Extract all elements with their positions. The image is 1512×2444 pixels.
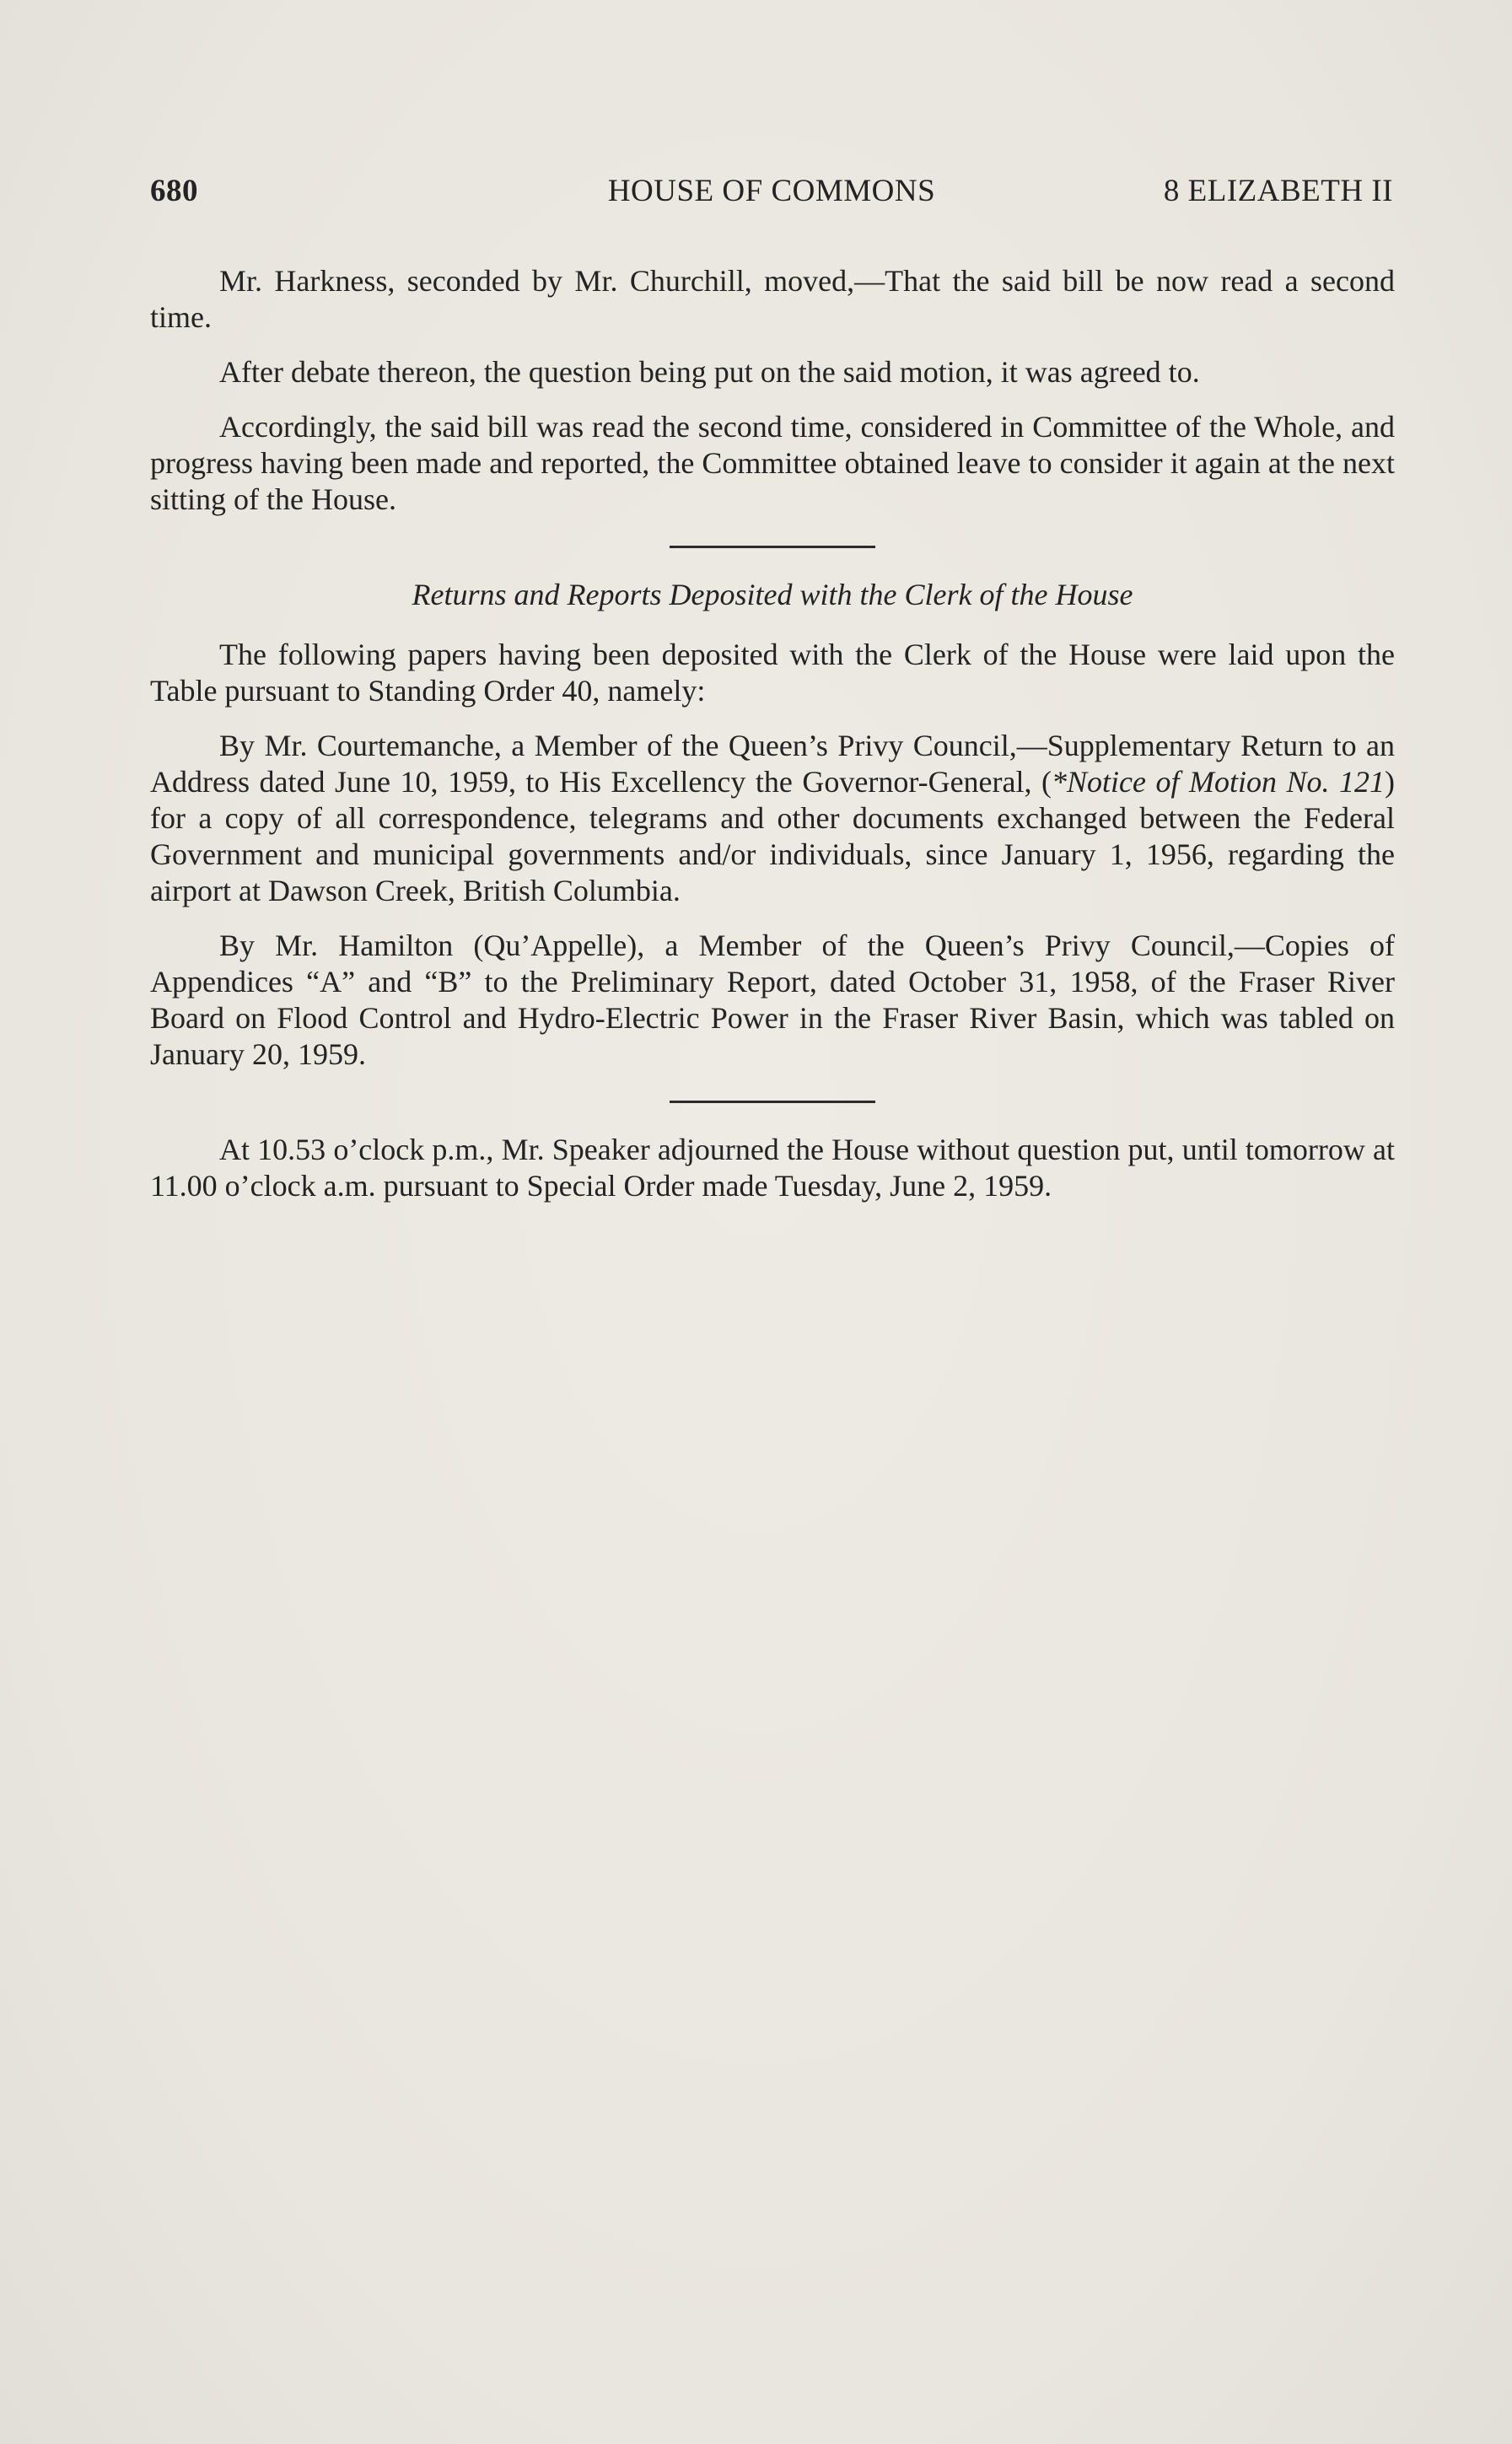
paragraph-hamilton-appendices: By Mr. Hamilton (Qu’Appelle), a Member of the Queen’s Privy Council,—Copies of Appendices “A” and “B” to the Preliminary Report, dated October 31, 1958, of the Fraser River Board on Flood Control and Hydro-Electric Power in the Fraser River Basin, which was tabled on January 20, 1959. <box>150 929 1395 1071</box>
return-text-start: By Mr. Courtemanche, a Member of the Queen’s Privy Council,—Supplementary Return to an Address dated June 10, 1959, to His Excellency the Governor-General, ( <box>150 729 1395 799</box>
paragraph-papers-intro: The following papers having been deposited with the Clerk of the House were laid upon the Table pursuant to Standing Order 40, namely: <box>150 638 1395 708</box>
paragraph-courtemanche-return <box>150 728 1395 909</box>
section-divider <box>670 546 875 548</box>
page-number: 680 <box>150 174 198 208</box>
regnal-year: 8 ELIZABETH II <box>1163 174 1393 208</box>
paragraph-adjournment: At 10.53 o’clock p.m., Mr. Speaker adjourned the House without question put, until tomorrow at 11.00 o’clock a.m. pursuant to Special Order made Tuesday, June 2, 1959. <box>150 1133 1395 1203</box>
running-title: HOUSE OF COMMONS <box>607 174 936 208</box>
section-divider-2 <box>670 1101 875 1103</box>
paragraph-second-reading: Accordingly, the said bill was read the second time, considered in Committee of the Whole, and progress having been made and reported, the Committee obtained leave to consider it again at the next sitting of the House. <box>150 410 1395 516</box>
return-text-end: ) for a copy of all correspondence, telegrams and other documents exchanged between the Federal Government and municipal governments and/or individuals, since January 1, 1956, regarding the airport at Dawson Creek, British Columbia. <box>150 765 1395 907</box>
page-body <box>150 263 1395 1223</box>
notice-of-motion: *Notice of Motion No. 121 <box>1052 765 1385 799</box>
section-heading: Returns and Reports Deposited with the Clerk of the House <box>412 578 1133 611</box>
paragraph-debate: After debate thereon, the question being put on the said motion, it was agreed to. <box>219 355 1200 389</box>
paragraph-motion: Mr. Harkness, seconded by Mr. Churchill, moved,—That the said bill be now read a second time. <box>150 264 1395 334</box>
page-header <box>150 173 1393 215</box>
